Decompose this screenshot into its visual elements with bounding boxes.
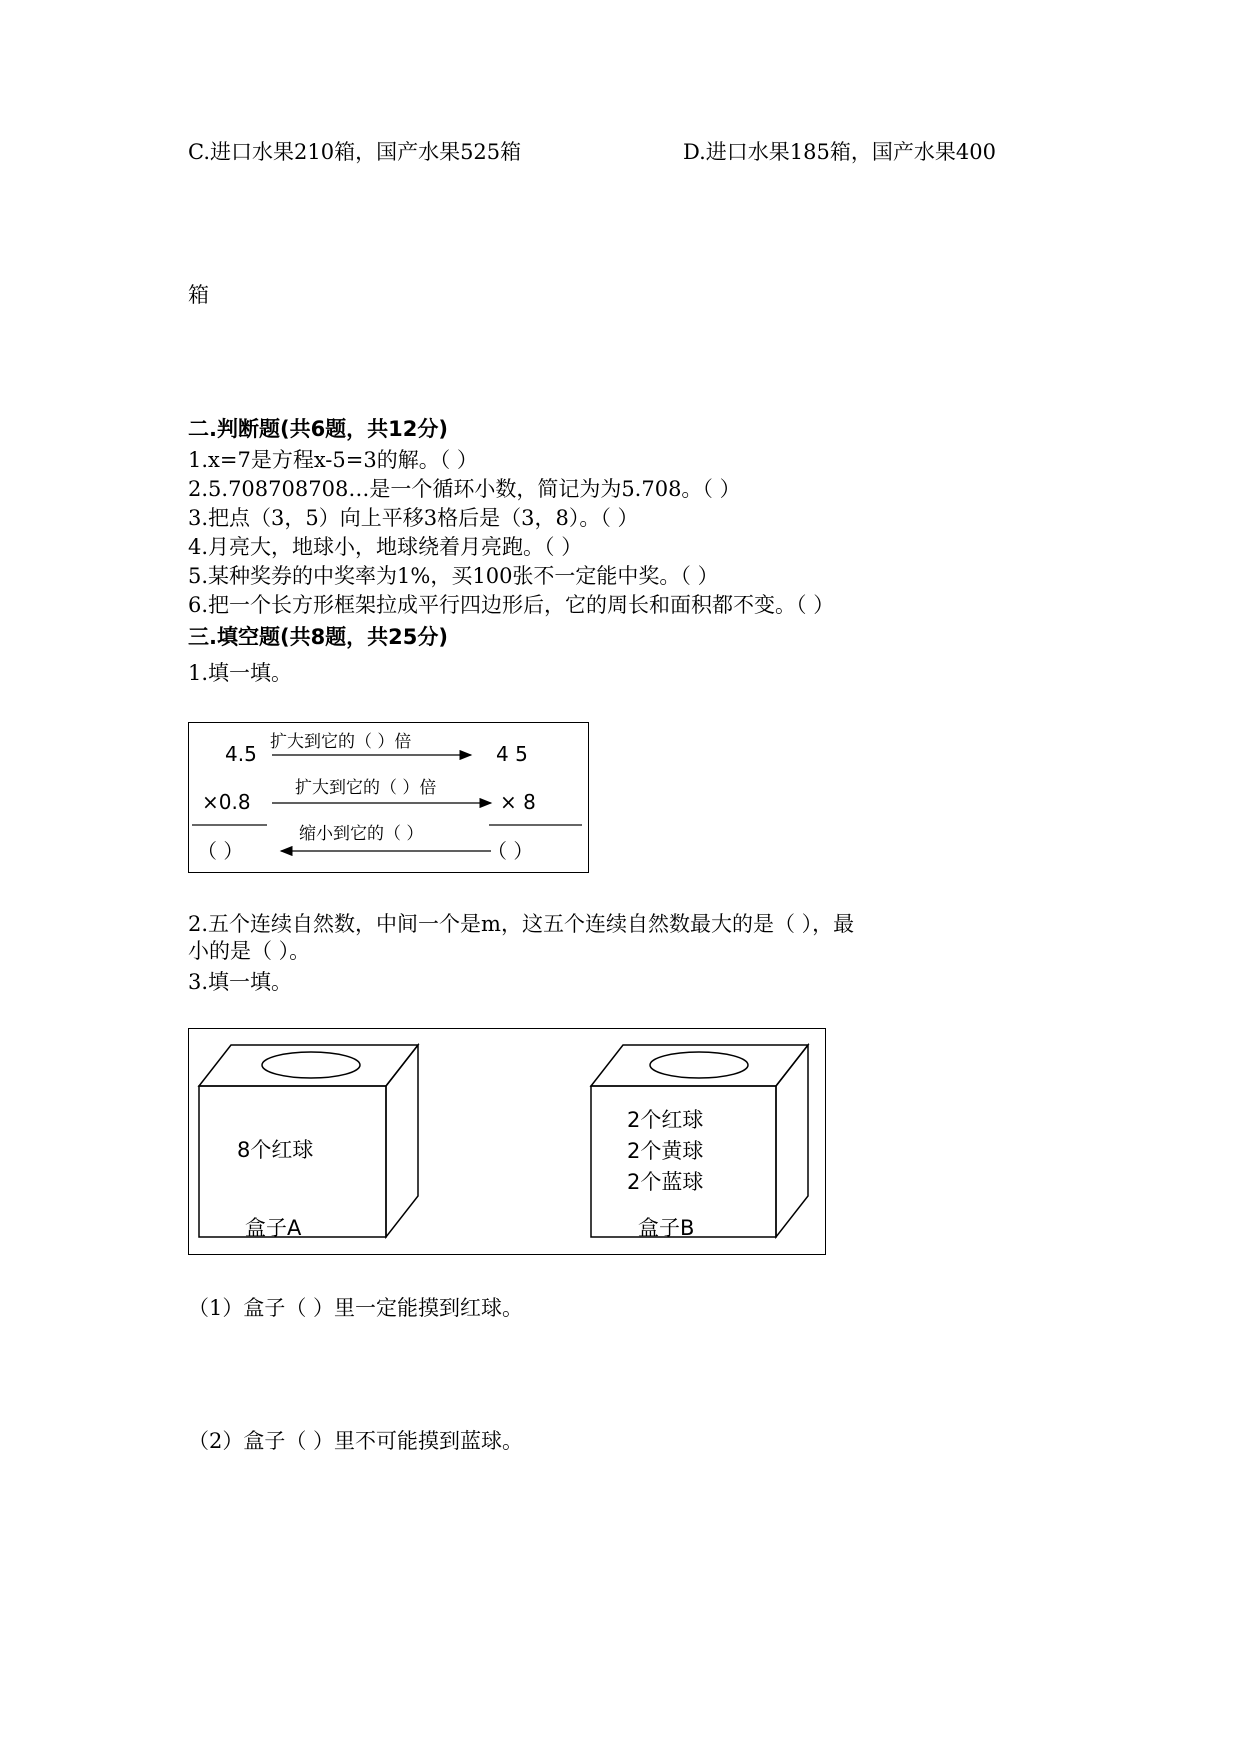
q3-label: 3.填一填。 bbox=[188, 970, 293, 994]
box-b-opening bbox=[650, 1052, 748, 1078]
mid-arrow-label: 扩大到它的（ ）倍 bbox=[295, 778, 437, 798]
judge-item-3: 3.把点（3，5）向上平移3格后是（3，8）。（ ） bbox=[188, 506, 639, 530]
box-b-top bbox=[591, 1045, 808, 1086]
scaling-figure bbox=[188, 722, 589, 873]
q3-sub1: （1）盒子（ ）里一定能摸到红球。 bbox=[188, 1296, 524, 1320]
box-a-opening bbox=[262, 1052, 360, 1078]
bottom-right-blank: （ ） bbox=[487, 839, 534, 863]
boxes-figure bbox=[188, 1028, 826, 1255]
section2-heading: 二.判断题(共6题，共12分) bbox=[188, 417, 449, 441]
box-b-line-1: 2个红球 bbox=[627, 1108, 704, 1132]
box-b-line-3: 2个蓝球 bbox=[627, 1170, 704, 1194]
option-d-wrap: 箱 bbox=[188, 283, 209, 307]
box-a-side bbox=[386, 1045, 418, 1237]
q2-line2: 小的是（ ）。 bbox=[188, 939, 311, 963]
mid-right-number: × 8 bbox=[500, 790, 536, 814]
box-a-content: 8个红球 bbox=[237, 1138, 314, 1162]
judge-item-4: 4.月亮大，地球小，地球绕着月亮跑。（ ） bbox=[188, 535, 583, 559]
box-a-top bbox=[199, 1045, 418, 1086]
box-b-caption: 盒子B bbox=[638, 1216, 695, 1240]
q1-label: 1.填一填。 bbox=[188, 661, 293, 685]
option-c: C.进口水果210箱，国产水果525箱 bbox=[188, 140, 522, 164]
q2-line1: 2.五个连续自然数，中间一个是m，这五个连续自然数最大的是（ ），最 bbox=[188, 912, 855, 936]
box-b bbox=[591, 1045, 808, 1240]
judge-item-1: 1.x=7是方程x-5=3的解。（ ） bbox=[188, 448, 478, 472]
top-left-number: 4.5 bbox=[225, 742, 257, 766]
section3-heading: 三.填空题(共8题，共25分) bbox=[188, 625, 449, 649]
judge-item-2: 2.5.708708708…是一个循环小数，简记为为5.708。（ ） bbox=[188, 477, 741, 501]
box-a-caption: 盒子A bbox=[245, 1216, 302, 1240]
box-b-line-2: 2个黄球 bbox=[627, 1139, 704, 1163]
boxes-diagram bbox=[189, 1029, 825, 1254]
option-d: D.进口水果185箱，国产水果400 bbox=[683, 140, 996, 164]
box-a bbox=[199, 1045, 418, 1240]
bottom-left-blank: （ ） bbox=[197, 839, 244, 863]
box-b-side bbox=[776, 1045, 808, 1237]
scaling-diagram bbox=[189, 723, 588, 872]
judge-item-6: 6.把一个长方形框架拉成平行四边形后，它的周长和面积都不变。（ ） bbox=[188, 593, 835, 617]
top-right-number: 4 5 bbox=[496, 742, 528, 766]
judge-item-5: 5.某种奖券的中奖率为1%，买100张不一定能中奖。（ ） bbox=[188, 564, 719, 588]
top-arrow-label: 扩大到它的（ ）倍 bbox=[270, 732, 412, 752]
q3-sub2: （2）盒子（ ）里不可能摸到蓝球。 bbox=[188, 1429, 524, 1453]
bottom-arrow-label: 缩小到它的（ ） bbox=[299, 824, 424, 844]
mid-left-number: ×0.8 bbox=[202, 790, 251, 814]
